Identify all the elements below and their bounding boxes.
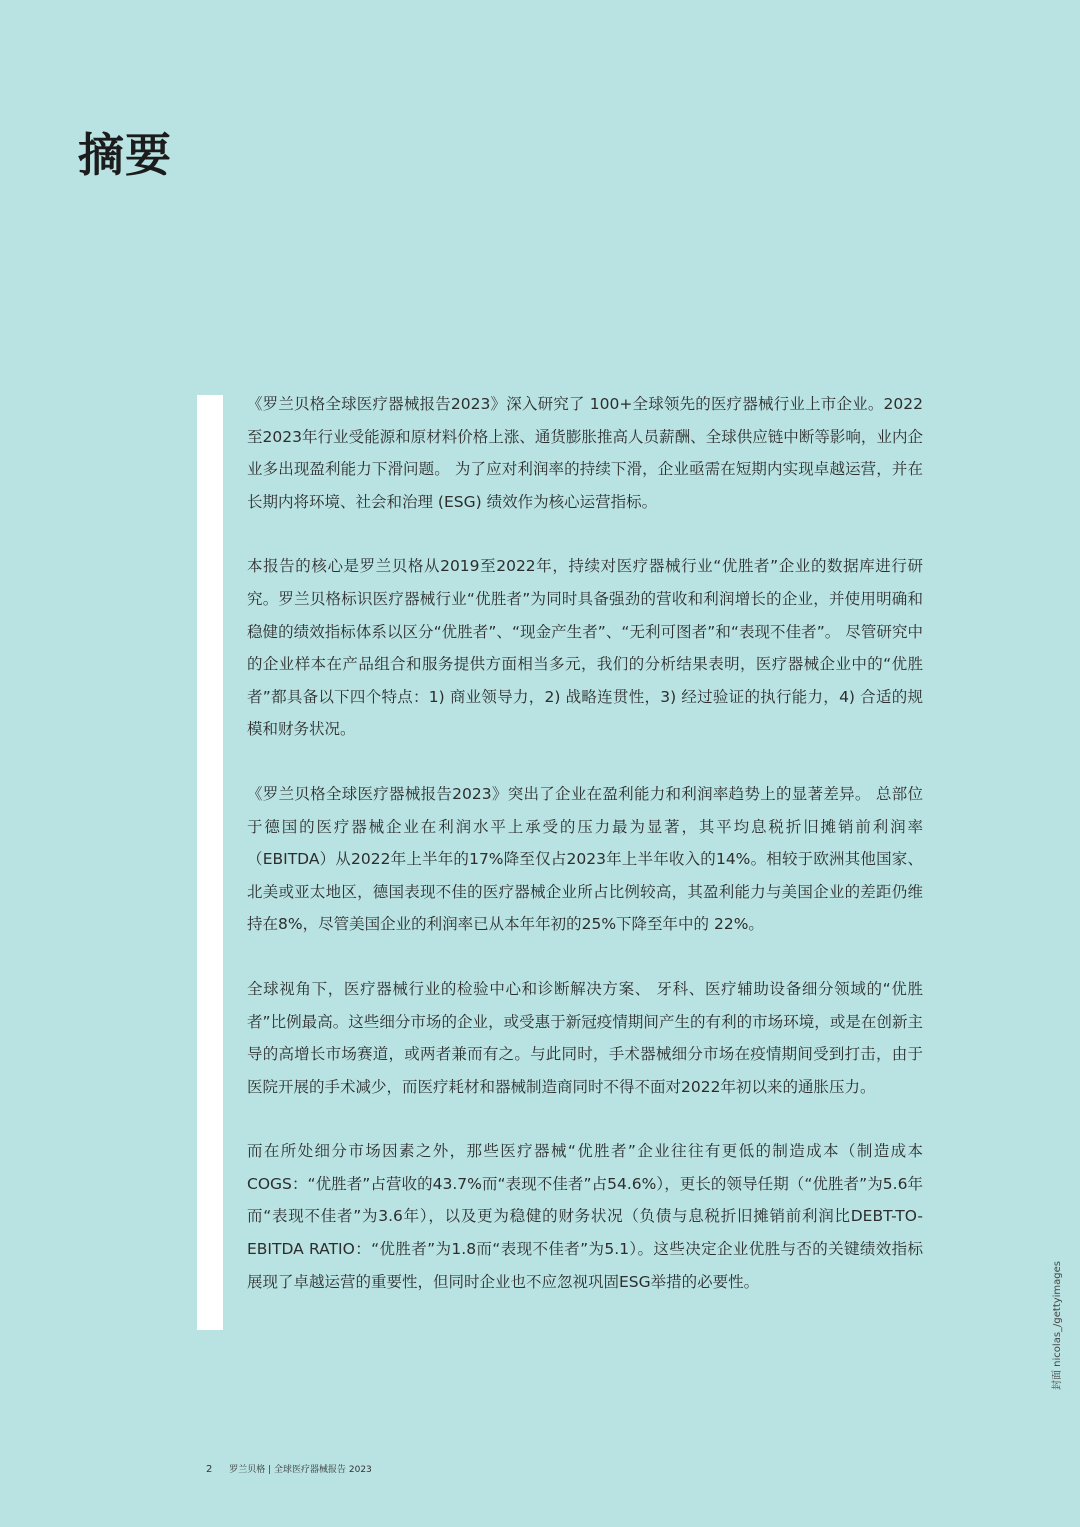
photo-credit: 封面 nicolas_/gettyimages <box>1052 1260 1063 1390</box>
page-footer <box>206 1462 372 1475</box>
paragraph-4: 全球视角下，医疗器械行业的检验中心和诊断解决方案、 牙科、医疗辅助设备细分领域的“优胜者”比例最高。这些细分市场的企业，或受惠于新冠疫情期间产生的有利的市场环境，或是在创新主导的高增长市场赛道，或两者兼而有之。与此同时，手术器械细分市场在疫情期间受到打击，由于医院开展的手术减少，而医疗耗材和器械制造商同时不得不面对2022年初以来的通胀压力。 <box>247 979 923 1096</box>
paragraph-3: 《罗兰贝格全球医疗器械报告2023》突出了企业在盈利能力和利润率趋势上的显著差异。 总部位于德国的医疗器械企业在利润水平上承受的压力最为显著，其平均息税折旧摊销前利润率（EBITDA）从2022年上半年的17%降至仅占2023年上半年收入的14%。相较于欧洲其他国家、北美或亚太地区，德国表现不佳的医疗器械企业所占比例较高，其盈利能力与美国企业的差距仍维持在8%，尽管美国企业的利润率已从本年年初的25%下降至年中的 22%。 <box>247 784 923 934</box>
summary-body <box>247 388 923 1330</box>
accent-bar <box>197 395 223 1330</box>
page-number: 2 <box>206 1464 213 1475</box>
paragraph-5: 而在所处细分市场因素之外，那些医疗器械“优胜者”企业往往有更低的制造成本（制造成本COGS：“优胜者”占营收的43.7%而“表现不佳者”占54.6%），更长的领导任期（“优胜者”为5.6年而“表现不佳者”为3.6年），以及更为稳健的财务状况（负债与息税折旧摊销前利润比DEBT-TO-EBITDA RATIO：“优胜者”为1.8而“表现不佳者”为5.1）。这些决定企业优胜与否的关键绩效指标展现了卓越运营的重要性，但同时企业也不应忽视巩固ESG举措的必要性。 <box>247 1142 923 1291</box>
paragraph-1: 《罗兰贝格全球医疗器械报告2023》深入研究了 100+全球领先的医疗器械行业上市企业。2022至2023年行业受能源和原材料价格上涨、通货膨胀推高人员薪酬、全球供应链中断等影响，业内企业多出现盈利能力下滑问题。 为了应对利润率的持续下滑，企业亟需在短期内实现卓越运营，并在长期内将环境、社会和治理 (ESG) 绩效作为核心运营指标。 <box>247 395 923 511</box>
page-title: 摘要 <box>78 128 172 182</box>
paragraph-2: 本报告的核心是罗兰贝格从2019至2022年，持续对医疗器械行业“优胜者”企业的数据库进行研究。罗兰贝格标识医疗器械行业“优胜者”为同时具备强劲的营收和利润增长的企业，并使用明确和稳健的绩效指标体系以区分“优胜者”、“现金产生者”、“无利可图者”和“表现不佳者”。 尽管研究中的企业样本在产品组合和服务提供方面相当多元，我们的分析结果表明，医疗器械企业中的“优胜者”都具备以下四个特点：1) 商业领导力，2) 战略连贯性，3) 经过验证的执行能力，4) 合适的规模和财务状况。 <box>247 557 923 739</box>
footer-text: 罗兰贝格 | 全球医疗器械报告 2023 <box>229 1465 372 1475</box>
